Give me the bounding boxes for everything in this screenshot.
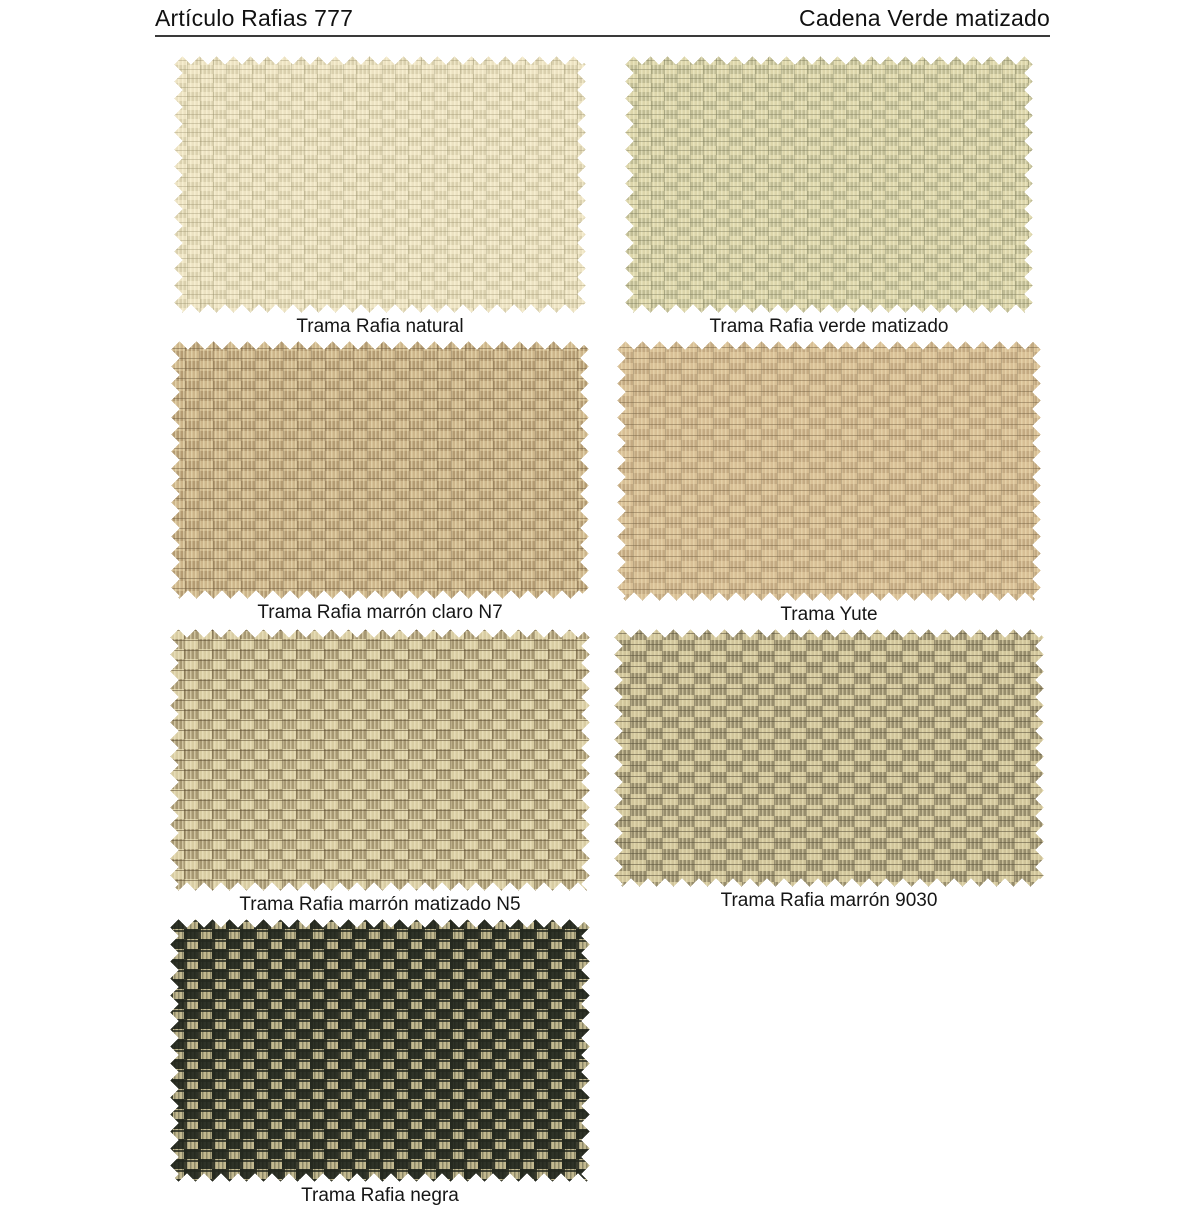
- fabric-swatch-natural: [174, 56, 586, 313]
- fabric-sample: [170, 629, 590, 917]
- swatch-caption: Trama Rafia marrón claro N7: [257, 602, 503, 623]
- fabric-sample: [171, 341, 589, 627]
- fabric-sample: [170, 919, 590, 1208]
- swatch-caption: Trama Rafia marrón matizado N5: [239, 894, 521, 915]
- article-title: Artículo Rafias 777: [155, 5, 354, 31]
- fabric-sample: [617, 341, 1041, 627]
- fabric-swatch-negra: [170, 919, 590, 1182]
- fabric-swatch-verde-matizado: [625, 56, 1033, 313]
- swatch-caption: Trama Rafia marrón 9030: [720, 890, 938, 911]
- fabric-swatch-marron-matizado-n5: [170, 629, 590, 891]
- swatch-caption: Trama Rafia natural: [296, 316, 464, 337]
- swatch-grid: [166, 56, 1048, 1208]
- fabric-swatch-marron-9030: [614, 629, 1044, 887]
- swatch-caption: Trama Rafia verde matizado: [709, 316, 949, 337]
- swatch-caption: Trama Rafia negra: [301, 1185, 459, 1206]
- fabric-swatch-marron-claro-n7: [171, 341, 589, 599]
- fabric-swatch-yute: [617, 341, 1041, 601]
- warp-title: Cadena Verde matizado: [799, 5, 1050, 31]
- fabric-sample: [174, 56, 586, 339]
- page-header: [155, 5, 1050, 37]
- swatch-caption: Trama Yute: [780, 604, 878, 625]
- fabric-sample: [614, 629, 1044, 917]
- fabric-sample: [625, 56, 1033, 339]
